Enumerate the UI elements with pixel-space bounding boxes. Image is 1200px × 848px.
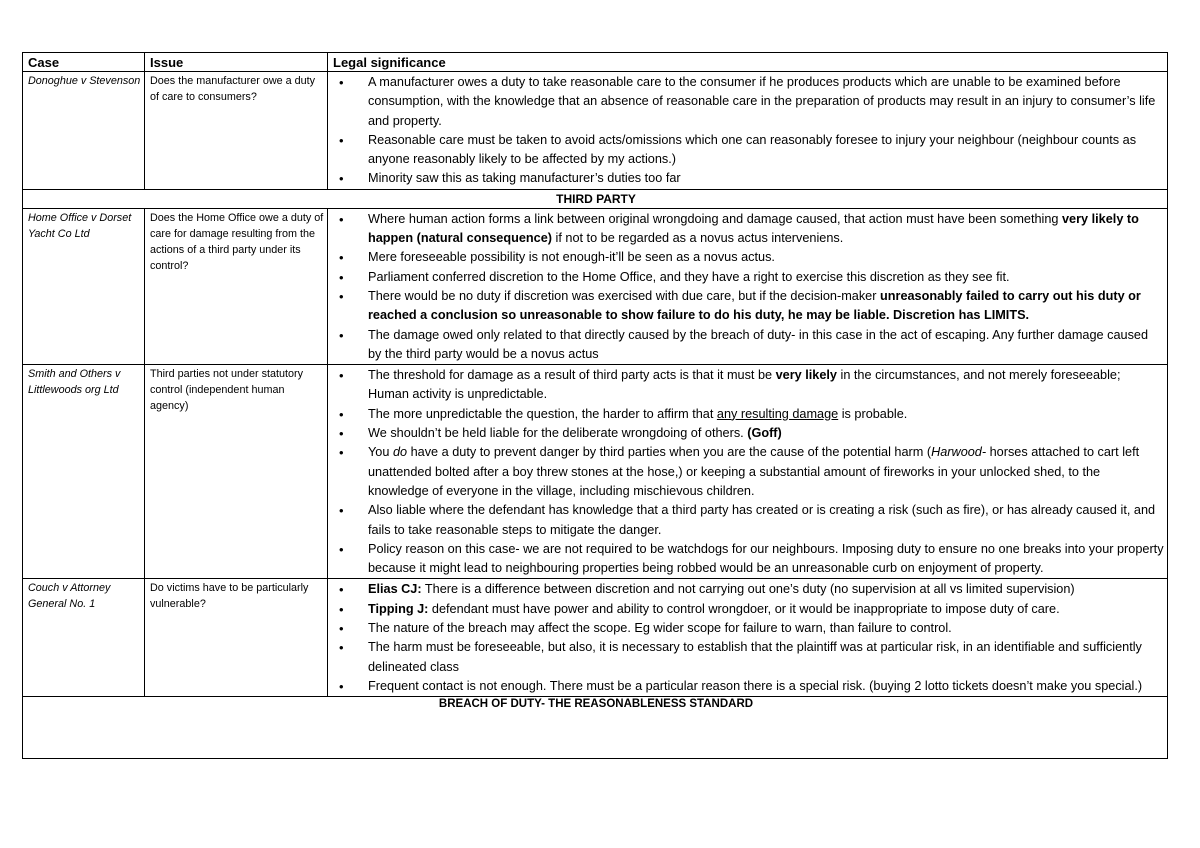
table-row — [23, 72, 1168, 190]
list-item: • Minority saw this as taking manufacturer’s duties too far — [351, 169, 1164, 188]
list-item: • Also liable where the defendant has knowledge that a third party has created or is creating a risk (such as fire), or has already caused it, and fails to take reasonable steps to mitigate the danger. — [351, 501, 1164, 540]
table-row — [23, 365, 1168, 579]
header-issue: Issue — [145, 53, 328, 72]
bullet-list — [333, 73, 1164, 189]
table-row — [23, 579, 1168, 697]
table-row — [23, 208, 1168, 364]
list-item: • The nature of the breach may affect the scope. Eg wider scope for failure to warn, than failure to control. — [351, 619, 1164, 638]
case-issue: Does the Home Office owe a duty of care for damage resulting from the actions of a third party under its control? — [145, 208, 328, 364]
header-significance: Legal significance — [328, 53, 1168, 72]
section-row — [23, 697, 1168, 759]
case-name: Couch v Attorney General No. 1 — [23, 579, 145, 697]
list-item: • We shouldn’t be held liable for the deliberate wrongdoing of others. (Goff) — [351, 424, 1164, 443]
list-item: • The harm must be foreseeable, but also, it is necessary to establish that the plaintiff was at particular risk, in an identifiable and sufficiently delineated class — [351, 638, 1164, 677]
section-row — [23, 189, 1168, 208]
list-item: • Tipping J: defendant must have power and ability to control wrongdoer, or it would be inappropriate to impose duty of care. — [351, 600, 1164, 619]
list-item: • A manufacturer owes a duty to take reasonable care to the consumer if he produces products which are unable to be examined before consumption, with the knowledge that an absence of reasonable care in the preparation of products may result in an injury to consumer’s life and property. — [351, 73, 1164, 131]
case-name: Donoghue v Stevenson — [23, 72, 145, 190]
list-item: • The damage owed only related to that directly caused by the breach of duty- in this case in the act of escaping. Any further damage caused by the third party would be a novus actus — [351, 326, 1164, 365]
bullet-list — [333, 210, 1164, 364]
list-item: • You do have a duty to prevent danger by third parties when you are the cause of the potential harm (Harwood- horses attached to cart left unattended bolted after a boy threw stones at the hose,) or keeping a substantial amount of fireworks in your unlocked shed, to the knowledge of everyone in the village, including mischievous children. — [351, 443, 1164, 501]
bullet-list — [333, 366, 1164, 578]
case-issue: Do victims have to be particularly vulnerable? — [145, 579, 328, 697]
bullet-list — [333, 580, 1164, 696]
case-issue: Third parties not under statutory control (independent human agency) — [145, 365, 328, 579]
list-item: • Where human action forms a link between original wrongdoing and damage caused, that action must have been something very likely to happen (natural consequence) if not to be regarded as a novus actus interveniens. — [351, 210, 1164, 249]
list-item: • There would be no duty if discretion was exercised with due care, but if the decision-maker unreasonably failed to carry out his duty or reached a conclusion so unreasonable to show failure to do his duty, he may be liable. Discretion has LIMITS. — [351, 287, 1164, 326]
header-row — [23, 53, 1168, 72]
case-notes-table — [22, 52, 1168, 759]
list-item: • Policy reason on this case- we are not required to be watchdogs for our neighbours. Imposing duty to ensure no one breaks into your property because it might lead to neighbouring properties being robbed would be an unreasonable curb on enjoyment of property. — [351, 540, 1164, 579]
case-name: Smith and Others v Littlewoods org Ltd — [23, 365, 145, 579]
header-case: Case — [23, 53, 145, 72]
legal-significance — [328, 579, 1168, 697]
list-item: • Elias CJ: There is a difference between discretion and not carrying out one’s duty (no supervision at all vs limited supervision) — [351, 580, 1164, 599]
legal-significance — [328, 365, 1168, 579]
section-breach-of-duty: BREACH OF DUTY- THE REASONABLENESS STANDARD — [23, 697, 1168, 759]
list-item: • Mere foreseeable possibility is not enough-it’ll be seen as a novus actus. — [351, 248, 1164, 267]
list-item: • Frequent contact is not enough. There must be a particular reason there is a special risk. (buying 2 lotto tickets doesn’t make you special.) — [351, 677, 1164, 696]
section-third-party: THIRD PARTY — [23, 189, 1168, 208]
case-issue: Does the manufacturer owe a duty of care to consumers? — [145, 72, 328, 190]
list-item: • The more unpredictable the question, the harder to affirm that any resulting damage is probable. — [351, 405, 1164, 424]
list-item: • Reasonable care must be taken to avoid acts/omissions which one can reasonably foresee to injury your neighbour (neighbour counts as anyone reasonably likely to be affected by my actions.) — [351, 131, 1164, 170]
list-item: • Parliament conferred discretion to the Home Office, and they have a right to exercise this discretion as they see fit. — [351, 268, 1164, 287]
legal-significance — [328, 72, 1168, 190]
list-item: • The threshold for damage as a result of third party acts is that it must be very likely in the circumstances, and not merely foreseeable; Human activity is unpredictable. — [351, 366, 1164, 405]
legal-significance — [328, 208, 1168, 364]
case-name: Home Office v Dorset Yacht Co Ltd — [23, 208, 145, 364]
